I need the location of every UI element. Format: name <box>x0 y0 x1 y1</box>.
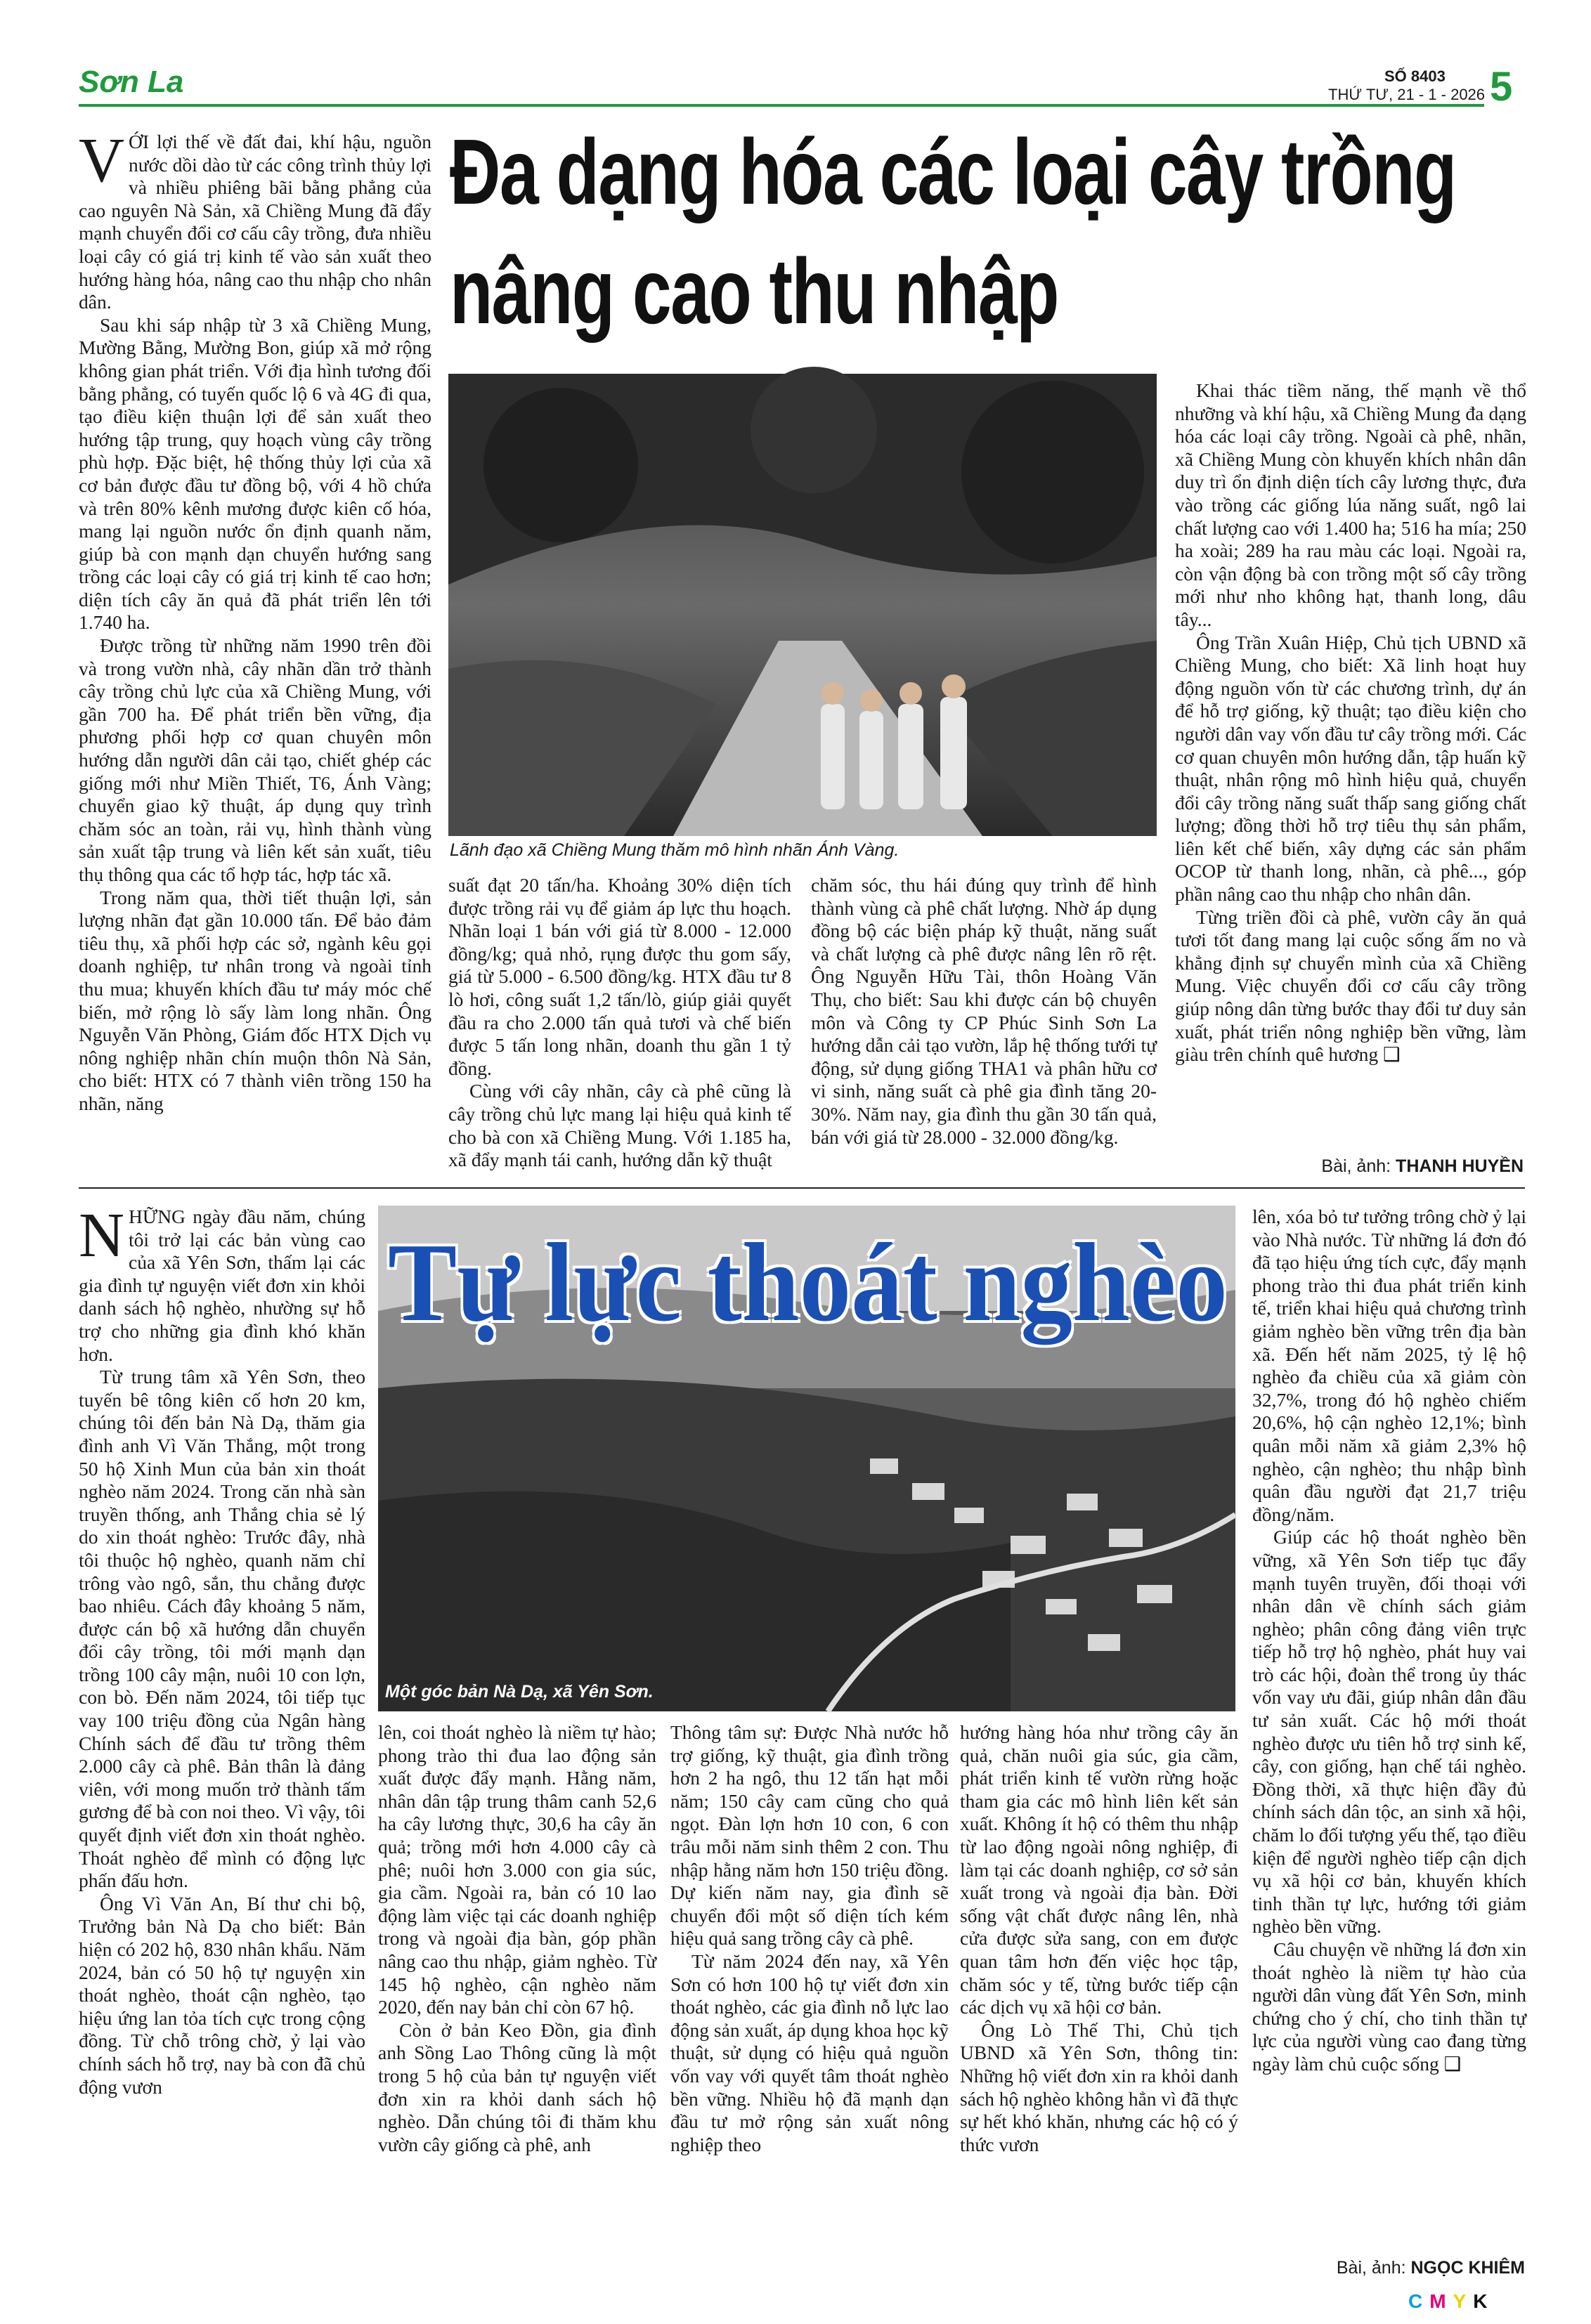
article1-paragraph: Cùng với cây nhãn, cây cà phê cũng là cây trồng chủ lực mang lại hiệu quả kinh tế cho bà con xã Chiềng Mung. Với 1.185 ha, xã đẩy mạnh tái canh, hướng dẫn kỹ thuật <box>448 1080 791 1171</box>
article1-byline-author: THANH HUYỀN <box>1396 1156 1524 1176</box>
header-rule <box>79 104 1484 107</box>
article1-byline-prefix: Bài, ảnh: <box>1321 1156 1391 1176</box>
article1-title-line1: Đa dạng hóa các loại cây trồng <box>450 120 1456 223</box>
article2-column-2 <box>378 1721 656 2287</box>
article2-paragraph: Giúp các hộ thoát nghèo bền vững, xã Yên Sơn tiếp tục đẩy mạnh tuyên truyền, đối thoại với nhân dân về chính sách giảm nghèo; phân công đảng viên trực tiếp hỗ trợ hộ nghèo, phát huy vai trò các hội, đoàn thể trong ủy thác vốn vay ưu đãi, giúp nhân dân đầu tư sản xuất. Các hộ mới thoát nghèo được ưu tiên hỗ trợ sinh kế, cây, con giống, hạn chế tái nghèo. Đồng thời, xã thực hiện đầy đủ chính sách dân tộc, an sinh xã hội, chăm lo đối tượng yếu thế, tạo điều kiện để người nghèo tiếp cận dịch vụ xã hội cơ bản, khuyến khích tinh thần tự lực, hướng tới giảm nghèo bền vững. <box>1252 1526 1526 1938</box>
article1-dropcap: V <box>79 126 124 195</box>
article2-paragraph: hướng hàng hóa như trồng cây ăn quả, chăn nuôi gia súc, gia cầm, phát triển kinh tế vườn rừng hoặc tham gia các mô hình liên kết sản xuất. Không ít hộ có thêm thu nhập từ lao động ngoài nông nghiệp, đi làm tại các doanh nghiệp, cơ sở sản xuất trong và ngoài địa bàn. Đời sống vật chất được nâng lên, nhà cửa được sửa sang, con em được quan tâm hơn đến việc học tập, chăm sóc y tế, từng bước tiếp cận các dịch vụ xã hội cơ bản. <box>960 1721 1238 2018</box>
article1-column-2 <box>448 874 791 1171</box>
article2-paragraph: Thông tâm sự: Được Nhà nước hỗ trợ giống, kỹ thuật, gia đình trồng hơn 2 ha ngô, thu 12 tấn hạt mỗi năm; 150 cây cam cũng cho quả ngọt. Đàn lợn hơn 10 con, 6 con trâu mỗi năm sinh thêm 2 con. Thu nhập hằng năm hơn 150 triệu đồng. Dự kiến năm nay, gia đình sẽ chuyển đổi một số diện tích kém hiệu quả sang trồng cây cà phê. <box>670 1721 949 1950</box>
article2-dropcap: N <box>79 1201 124 1270</box>
article1-paragraph: ỚI lợi thế về đất đai, khí hậu, nguồn nước dồi dào từ các công trình thủy lợi và nhiều phiêng bãi bằng phẳng của cao nguyên Nà Sản, xã Chiềng Mung đã đẩy mạnh chuyển đổi cơ cấu cây trồng, đưa nhiều loại cây có giá trị kinh tế vào sản xuất theo hướng hàng hóa, nâng cao thu nhập cho nhân dân. <box>79 131 431 313</box>
article1-photo-caption: Lãnh đạo xã Chiềng Mung thăm mô hình nhãn Ánh Vàng. <box>450 840 900 860</box>
cmyk-marks <box>1408 2290 1494 2313</box>
article1-title-line2: nâng cao thu nhập <box>450 240 1058 343</box>
article2-column-4 <box>960 1721 1238 2287</box>
article2-paragraph: Ông Vì Văn An, Bí thư chi bộ, Trưởng bản Nà Dạ cho biết: Bản hiện có 202 hộ, 830 nhân khẩu. Năm 2024, bản có 50 hộ tự nguyện xin thoát nghèo, thoát cận nghèo, tạo hiệu ứng lan tỏa tích cực trong cộng đồng. Từ chỗ trông chờ, ỷ lại vào chính sách hỗ trợ, nay bà con đã chủ động vươn <box>79 1892 365 2098</box>
article1-byline <box>1175 1156 1524 1177</box>
article1-paragraph: chăm sóc, thu hái đúng quy trình để hình thành vùng cà phê chất lượng. Nhờ áp dụng đồng bộ các biện pháp kỹ thuật, năng suất và chất lượng cà phê được nâng lên rõ rệt. Ông Nguyễn Hữu Tài, thôn Hoàng Văn Thụ, cho biết: Sau khi được cán bộ chuyên môn và Công ty CP Phúc Sinh Sơn La hướng dẫn cải tạo vườn, lắp hệ thống tưới tự động, sử dụng giống THA1 và phân hữu cơ vi sinh, năng suất cà phê gia đình tăng 20-30%. Năm nay, gia đình thu gần 30 tấn quả, bán với giá từ 28.000 - 32.000 đồng/kg. <box>811 874 1157 1148</box>
article1-paragraph: Được trồng từ những năm 1990 trên đồi và trong vườn nhà, cây nhãn dần trở thành cây trồng chủ lực của xã Chiềng Mung, với gần 700 ha. Để phát triển bền vững, địa phương phối hợp cơ quan chuyên môn hướng dẫn người dân cải tạo, chiết ghép các giống mới như Miền Thiết, T6, Ánh Vàng; chuyển giao kỹ thuật, áp dụng quy trình chăm sóc an toàn, rải vụ, hình thành vùng sản xuất tập trung và liên kết sản xuất, tiêu thụ thông qua các tổ hợp tác, hợp tác xã. <box>79 634 431 885</box>
section-label: Sơn La <box>79 65 184 99</box>
issue-number: SỐ 8403 <box>1384 67 1446 85</box>
article2-photo-caption: Một góc bản Nà Dạ, xã Yên Sơn. <box>385 1682 654 1702</box>
cmyk-c: C <box>1408 2290 1430 2312</box>
article1-column-4 <box>1175 379 1526 1124</box>
article2-paragraph: HỮNG ngày đầu năm, chúng tôi trở lại các bản vùng cao của xã Yên Sơn, thấm lại các gia đình tự nguyện viết đơn xin khỏi danh sách hộ nghèo, nhường sự hỗ trợ cho những gia đình khó khăn hơn. <box>79 1206 365 1365</box>
article1-column-1 <box>79 126 431 1135</box>
article2-paragraph: Ông Lò Thế Thi, Chủ tịch UBND xã Yên Sơn, thông tin: Những hộ viết đơn xin ra khỏi danh sách hộ nghèo không hẳn vì đã thực sự hết khó khăn, nhưng các hộ có ý thức vươn <box>960 2018 1238 2155</box>
article1-paragraph: Từng triền đồi cà phê, vườn cây ăn quả tươi tốt đang mang lại cuộc sống ấm no và khẳng định sự chuyển mình của xã Chiềng Mung. Việc chuyển đổi cơ cấu cây trồng giúp nông dân từng bước thay đổi tư duy sản xuất, phát triển nông nghiệp bền vững, làm giàu trên chính quê hương ❑ <box>1175 906 1526 1066</box>
issue-date: THỨ TƯ, 21 - 1 - 2026 <box>1328 86 1486 103</box>
article1-photo <box>448 374 1157 836</box>
article2-byline-prefix: Bài, ảnh: <box>1336 2258 1406 2278</box>
page-number: 5 <box>1490 64 1513 110</box>
article2-title: Tự lực thoát nghèo <box>388 1220 1228 1345</box>
cmyk-k: K <box>1473 2290 1495 2312</box>
article2-column-1 <box>79 1201 365 2287</box>
article2-paragraph: Từ trung tâm xã Yên Sơn, theo tuyến bê tông kiên cố hơn 20 km, chúng tôi đến bản Nà Dạ, thăm gia đình anh Vì Văn Thắng, một trong 50 hộ Xinh Mun của bản xin thoát nghèo năm 2024. Trong căn nhà sàn truyền thống, anh Thắng chia sẻ lý do xin thoát nghèo: Trước đây, nhà tôi thuộc hộ nghèo, quanh năm chỉ trông vào ngô, sắn, thu chẳng được bao nhiêu. Cách đây khoảng 5 năm, được cán bộ xã hướng dẫn chuyển đổi cây trồng, tôi mới mạnh dạn trồng 100 cây mận, nuôi 10 con lợn, con bò. Đến năm 2024, tôi tiếp tục vay 100 triệu đồng của Ngân hàng Chính sách để đầu tư trồng thêm 2.000 cây cà phê. Bản thân là đảng viên, với mong muốn trở thành tấm gương để bà con noi theo. Vì vậy, tôi quyết định viết đơn xin thoát nghèo. Thoát nghèo để mình có động lực phấn đấu hơn. <box>79 1366 365 1892</box>
article2-byline-author: NGỌC KHIÊM <box>1410 2258 1525 2278</box>
article2-column-5 <box>1252 1206 1526 2257</box>
cmyk-m: M <box>1429 2290 1453 2312</box>
cmyk-y: Y <box>1453 2290 1474 2312</box>
article1-paragraph: Ông Trần Xuân Hiệp, Chủ tịch UBND xã Chiềng Mung, cho biết: Xã linh hoạt huy động nguồn vốn từ các chương trình, dự án để hỗ trợ giống, kỹ thuật; tạo điều kiện cho người dân vay vốn đầu tư cây trồng mới. Các cơ quan chuyên môn hướng dẫn, tập huấn kỹ thuật, nhân rộng mô hình hiệu quả, chuyển đổi cây trồng năng suất thấp sang giống chất lượng; đồng thời hỗ trợ tiêu thụ sản phẩm, liên kết chế biến, xây dựng các sản phẩm OCOP từ thanh long, nhãn, cà phê..., góp phần nâng cao thu nhập cho nhân dân. <box>1175 631 1526 906</box>
longan-orchard-image <box>448 374 1157 836</box>
article2-paragraph: Câu chuyện về những lá đơn xin thoát nghèo là niềm tự hào của người dân vùng đất Yên Sơn, minh chứng cho ý chí, cho tinh thần tự lực của người vùng cao đang từng ngày làm chủ cuộc sống ❑ <box>1252 1938 1526 2075</box>
article2-byline <box>1252 2258 1525 2278</box>
article2-paragraph: Từ năm 2024 đến nay, xã Yên Sơn có hơn 100 hộ tự viết đơn xin thoát nghèo, các gia đình nỗ lực lao động sản xuất, áp dụng khoa học kỹ thuật, sử dụng có hiệu quả nguồn vốn vay với quyết tâm thoát nghèo bền vững. Nhiều hộ đã mạnh dạn đầu tư mở rộng sản xuất nông nghiệp theo <box>670 1950 949 2155</box>
article1-column-3 <box>811 874 1157 1148</box>
article2-paragraph: Còn ở bản Keo Đồn, gia đình anh Sồng Lao Thông cũng là một trong 5 hộ của bản tự nguyện viết đơn xin ra khỏi danh sách hộ nghèo. Dẫn chúng tôi đi thăm khu vườn cây giống cà phê, anh <box>378 2018 656 2155</box>
article1-paragraph: suất đạt 20 tấn/ha. Khoảng 30% diện tích được trồng rải vụ để giảm áp lực thu hoạch. Nhãn loại 1 bán với giá từ 8.000 - 12.000 đồng/kg; quả nhỏ, rụng được thu gom sấy, giá từ 5.000 - 6.500 đồng/kg. HTX đầu tư 8 lò hơi, công suất 1,2 tấn/lò, giúp giải quyết đầu ra cho 2.000 tấn quả tươi và chế biến được 5 tấn long nhãn, doanh thu gần 1 tỷ đồng. <box>448 874 791 1079</box>
article1-paragraph: Trong năm qua, thời tiết thuận lợi, sản lượng nhãn đạt gần 10.000 tấn. Để bảo đảm tiêu thụ, xã phối hợp các sở, ngành kêu gọi doanh nghiệp, tư nhân trong và ngoài tỉnh thu mua; khuyến khích đầu tư máy móc chế biến, mở rộng lò sấy làm long nhãn. Ông Nguyễn Văn Phòng, Giám đốc HTX Dịch vụ nông nghiệp nhãn chín muộn thôn Nà Sản, cho biết: HTX có 7 thành viên trồng 150 ha nhãn, năng <box>79 886 431 1114</box>
article2-paragraph: lên, coi thoát nghèo là niềm tự hào; phong trào thi đua lao động sản xuất được đẩy mạnh. Hằng năm, nhân dân tập trung thâm canh 52,6 ha cây lương thực, 30,6 ha cây ăn quả; trồng mới hơn 4.000 cây cà phê; nuôi hơn 3.000 con gia súc, gia cầm. Ngoài ra, bản có 10 lao động làm việc tại các doanh nghiệp trong và ngoài địa bàn, góp phần nâng cao thu nhập, giảm nghèo. Từ 145 hộ nghèo, cận nghèo năm 2020, đến nay bản chỉ còn 67 hộ. <box>378 1721 656 2018</box>
article-separator <box>79 1187 1525 1189</box>
article2-column-3 <box>670 1721 949 2287</box>
article2-paragraph: lên, xóa bỏ tư tưởng trông chờ ỷ lại vào Nhà nước. Từ những lá đơn đó đã tạo hiệu ứng tích cực, đẩy mạnh phong trào thi đua phát triển kinh tế, triển khai hiệu quả chương trình giảm nghèo bền vững trên địa bàn xã. Đến hết năm 2025, tỷ lệ hộ nghèo đa chiều của xã giảm còn 32,7%, trong đó hộ nghèo chiếm 20,6%, hộ cận nghèo 12,1%; bình quân mỗi năm xã giảm 2,3% hộ nghèo, cận nghèo; thu nhập bình quân đầu người đạt 21,7 triệu đồng/năm. <box>1252 1206 1526 1525</box>
article1-paragraph: Sau khi sáp nhập từ 3 xã Chiềng Mung, Mường Bằng, Mường Bon, giúp xã mở rộng không gian phát triển. Với địa hình tương đối bằng phẳng, có tuyến quốc lộ 6 và 4G đi qua, tạo điều kiện thuận lợi để sản xuất theo hướng tập trung, quy hoạch vùng cây trồng phù hợp. Đặc biệt, hệ thống thủy lợi của xã cơ bản được đầu tư đồng bộ, với 4 hồ chứa và trên 80% kênh mương được kiên cố hóa, mang lại nguồn nước ổn định quanh năm, giúp bà con mạnh dạn chuyển hướng sang trồng các loại cây có giá trị kinh tế cao hơn; diện tích cây ăn quả đã phát triển lên tới 1.740 ha. <box>79 313 431 634</box>
article1-paragraph: Khai thác tiềm năng, thế mạnh về thổ nhưỡng và khí hậu, xã Chiềng Mung đa dạng hóa các loại cây trồng. Ngoài cà phê, nhãn, xã Chiềng Mung còn khuyến khích nhân dân duy trì ổn định diện tích cây lương thực, đưa vào trồng các giống lúa năng suất, ngô lai chất lượng cao với 1.400 ha; 516 ha mía; 250 ha xoài; 289 ha rau màu các loại. Ngoài ra, còn vận động bà con trồng một số cây trồng mới như nho không hạt, thanh long, dâu tây... <box>1175 379 1526 630</box>
